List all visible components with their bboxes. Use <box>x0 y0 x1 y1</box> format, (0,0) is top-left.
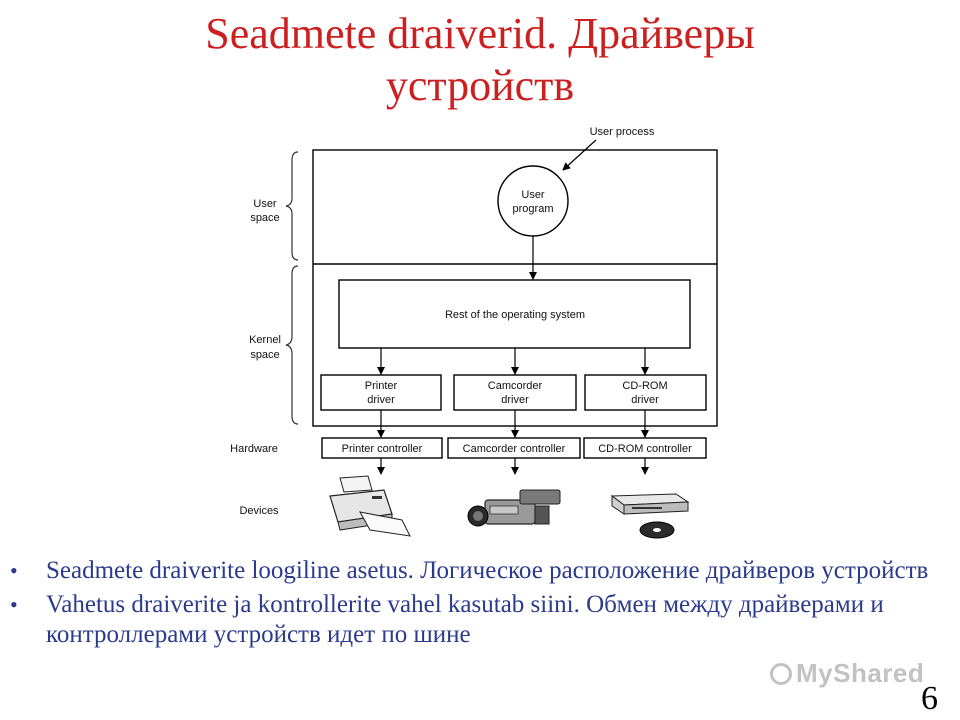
watermark <box>770 658 924 689</box>
camcorder-driver-label-line-2: driver <box>501 394 529 406</box>
camcorder-icon <box>468 490 560 526</box>
camcorder-driver-label-line-1: Camcorder <box>487 380 543 392</box>
slide-title-line-2: устройств <box>385 61 575 110</box>
cdrom-driver-label-line-1: CD-ROM <box>622 380 668 392</box>
kernel-space-label-line-2: space <box>250 349 280 361</box>
cdrom-drive-icon <box>612 494 688 538</box>
kernel-space-label-line-1: Kernel <box>249 334 281 346</box>
watermark-logo-icon <box>770 663 792 685</box>
printer-controller-label: Printer controller <box>341 443 423 455</box>
bullet-text: Vahetus draiverite ja kontrollerite vahel kasutab siini. Обмен между драйверами и контроллерами устройств идет по шине <box>46 591 884 648</box>
user-program-label-line-1: User <box>521 189 545 201</box>
watermark-text: MyShared <box>796 658 925 688</box>
devices-label: Devices <box>239 505 279 517</box>
printer-driver-label-line-1: Printer <box>364 380 398 392</box>
page-number: 6 <box>921 680 938 717</box>
camcorder-controller-label: Camcorder controller <box>462 443 566 455</box>
kernel-space-brace <box>286 266 298 424</box>
bullet-list <box>10 556 945 654</box>
user-space-brace <box>286 152 298 260</box>
hardware-label: Hardware <box>230 443 278 455</box>
bullet-dot-icon: • <box>10 592 18 617</box>
user-program-node <box>498 166 568 236</box>
user-space-label-line-2: space <box>250 212 280 224</box>
printer-driver-label-line-2: driver <box>367 394 395 406</box>
cdrom-controller-label: CD-ROM controller <box>598 443 692 455</box>
bullet-text: Seadmete draiverite loogiline asetus. Логическое расположение драйверов устройств <box>46 557 929 584</box>
bullet-dot-icon: • <box>10 558 18 583</box>
bullet-item <box>10 590 945 650</box>
user-program-label-line-2: program <box>512 203 554 215</box>
user-process-label: User process <box>589 126 655 138</box>
user-space-label-line-1: User <box>253 198 277 210</box>
cdrom-driver-label-line-2: driver <box>631 394 659 406</box>
os-box-label: Rest of the operating system <box>444 309 586 321</box>
slide-title-line-1: Seadmete draiverid. Драйверы <box>205 9 755 58</box>
printer-icon <box>330 476 410 536</box>
user-process-arrow <box>563 140 596 170</box>
bullet-item <box>10 556 945 586</box>
